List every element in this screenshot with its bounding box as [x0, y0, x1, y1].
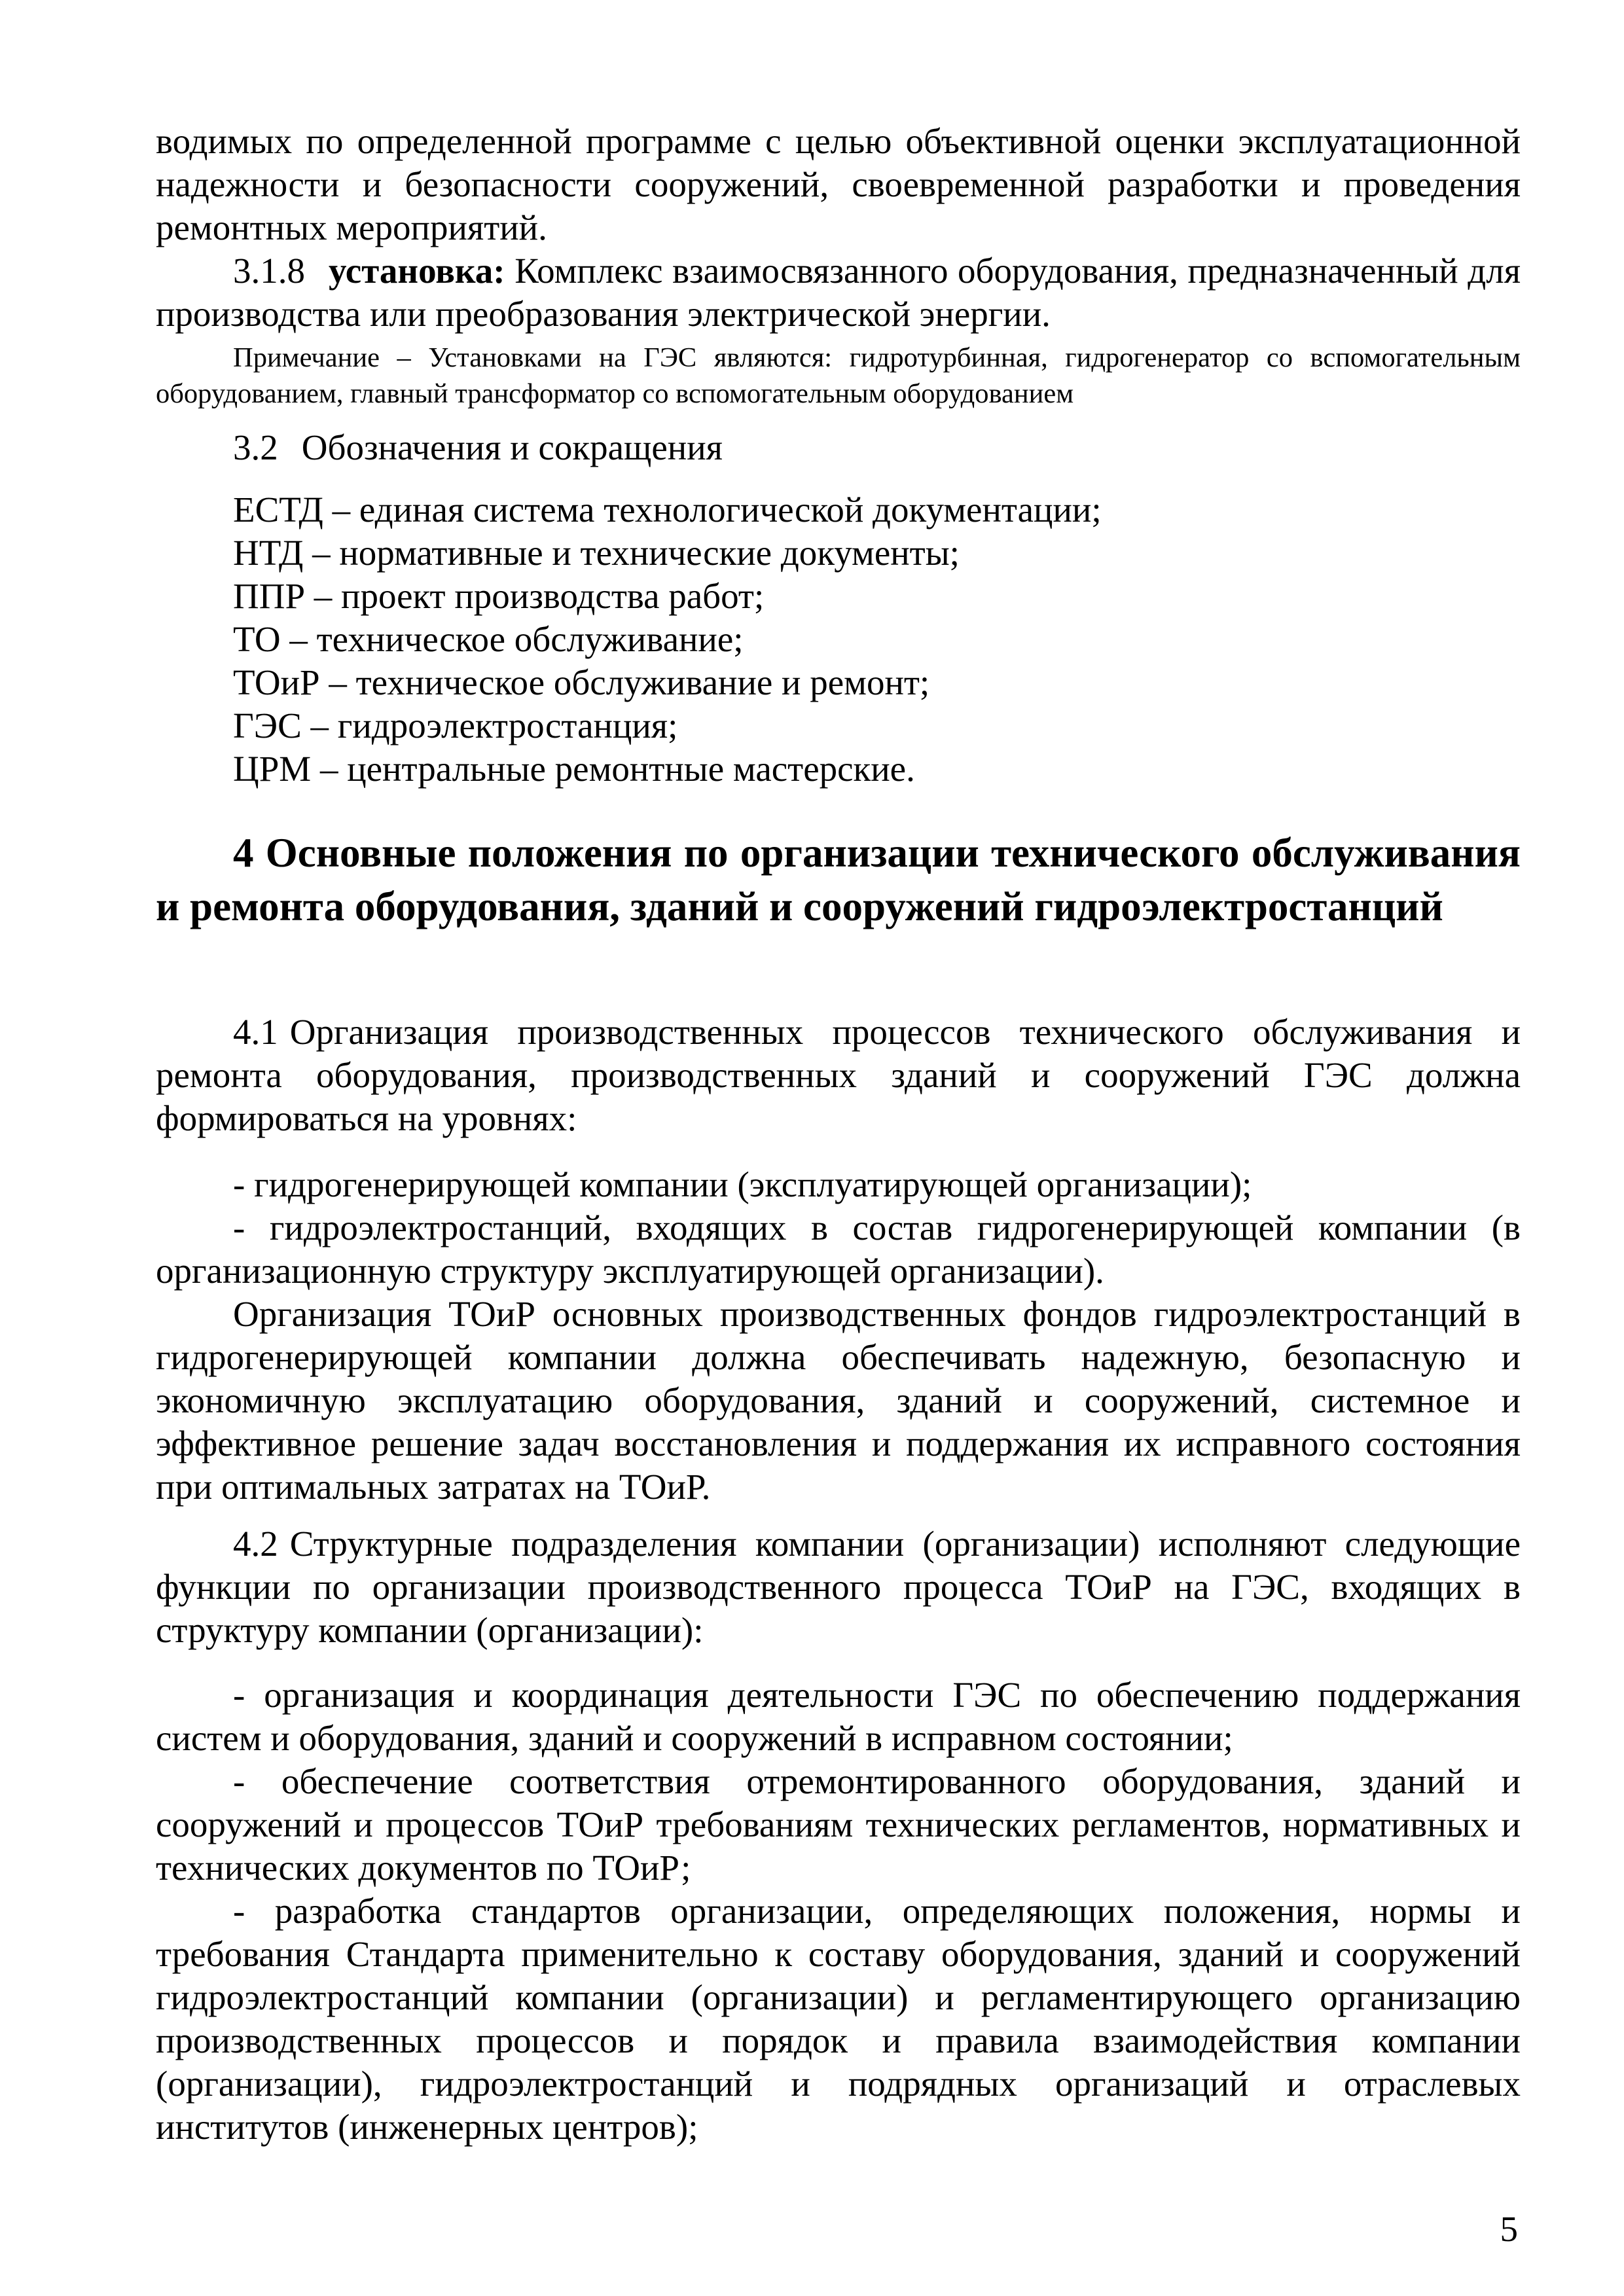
abbreviation-item: ГЭС – гидроэлектростанция; — [233, 706, 678, 745]
abbreviation-item: ППР – проект производства работ; — [233, 576, 765, 616]
defined-term: установка: — [329, 251, 505, 291]
abbreviations-list — [233, 488, 1102, 791]
section-3-2-title — [156, 426, 1521, 469]
list-item: - разработка стандартов организации, определяющих положения, нормы и требования Стандарта применительно к составу оборудования, зданий и сооружений гидроэлектростанций компании (организации) и регламентирующего организацию производственных процессов и порядок и правила взаимодействия компании (организации), гидроэлектростанций и подрядных организаций и отраслевых институтов (инженерных центров); — [156, 1891, 1521, 2147]
list-4-1 — [156, 1163, 1521, 1509]
clause-text: Организация производственных процессов технического обслуживания и ремонта оборудования, производственных зданий и сооружений ГЭС должна формироваться на уровнях: — [156, 1012, 1521, 1138]
list-item: - гидрогенерирующей компании (эксплуатирующей организации); — [233, 1164, 1252, 1204]
note-text: Примечание – Установками на ГЭС являются: гидротурбинная, гидрогенератор со вспомогательным оборудованием, главный трансформатор со вспомогательным оборудованием — [156, 342, 1521, 409]
definition-text: Комплекс взаимосвязанного оборудования, предназначенный для производства или преобразования электрической энергии. — [156, 251, 1521, 334]
clause-4-1 — [156, 1011, 1521, 1140]
list-item: - организация и координация деятельности ГЭС по обеспечению поддержания систем и оборудования, зданий и сооружений в исправном состоянии; — [156, 1675, 1521, 1758]
clause-4-2 — [156, 1522, 1521, 1652]
heading-text: 4 Основные положения по организации технического обслуживания и ремонта оборудования, зданий и сооружений гидроэлектростанций — [156, 830, 1521, 929]
paragraph-text: Организация ТОиР основных производственных фондов гидроэлектростанций в гидрогенерирующей компании должна обеспечивать надежную, безопасную и экономичную эксплуатацию оборудования, зданий и сооружений, системное и эффективное решение задач восстановления и поддержания их исправного состояния при оптимальных затратах на ТОиР. — [156, 1294, 1521, 1507]
section-title: Обозначения и сокращения — [301, 427, 723, 467]
abbreviation-item: ТО – техническое обслуживание; — [233, 619, 744, 659]
clause-text: Структурные подразделения компании (организации) исполняют следующие функции по организации производственного процесса ТОиР на ГЭС, входящих в структуру компании (организации): — [156, 1524, 1521, 1650]
page-number: 5 — [1500, 2209, 1518, 2249]
list-item: - гидроэлектростанций, входящих в состав гидрогенерирующей компании (в организационную структуру эксплуатирующей организации). — [156, 1208, 1521, 1291]
definition-3-1-8 — [156, 249, 1521, 336]
abbreviation-item: ЕСТД – единая система технологической документации; — [233, 490, 1102, 529]
paragraph-text: водимых по определенной программе с целью объективной оценки эксплуатационной надежности и безопасности сооружений, своевременной разработки и проведения ремонтных мероприятий. — [156, 121, 1521, 247]
section-4-heading — [156, 826, 1521, 933]
list-item: - обеспечение соответствия отремонтированного оборудования, зданий и сооружений и процессов ТОиР требованиям технических регламентов, нормативных и технических документов по ТОиР; — [156, 1761, 1521, 1888]
clause-number: 4.2 — [233, 1524, 278, 1564]
clause-number: 3.1.8 — [233, 251, 305, 291]
note — [156, 340, 1521, 412]
abbreviation-item: ЦРМ – центральные ремонтные мастерские. — [233, 749, 915, 789]
paragraph-continuation — [156, 120, 1521, 249]
list-4-2 — [156, 1674, 1521, 2149]
abbreviation-item: ТОиР – техническое обслуживание и ремонт; — [233, 662, 930, 702]
abbreviation-item: НТД – нормативные и технические документы; — [233, 533, 960, 573]
section-number: 3.2 — [233, 427, 278, 467]
clause-number: 4.1 — [233, 1012, 278, 1052]
